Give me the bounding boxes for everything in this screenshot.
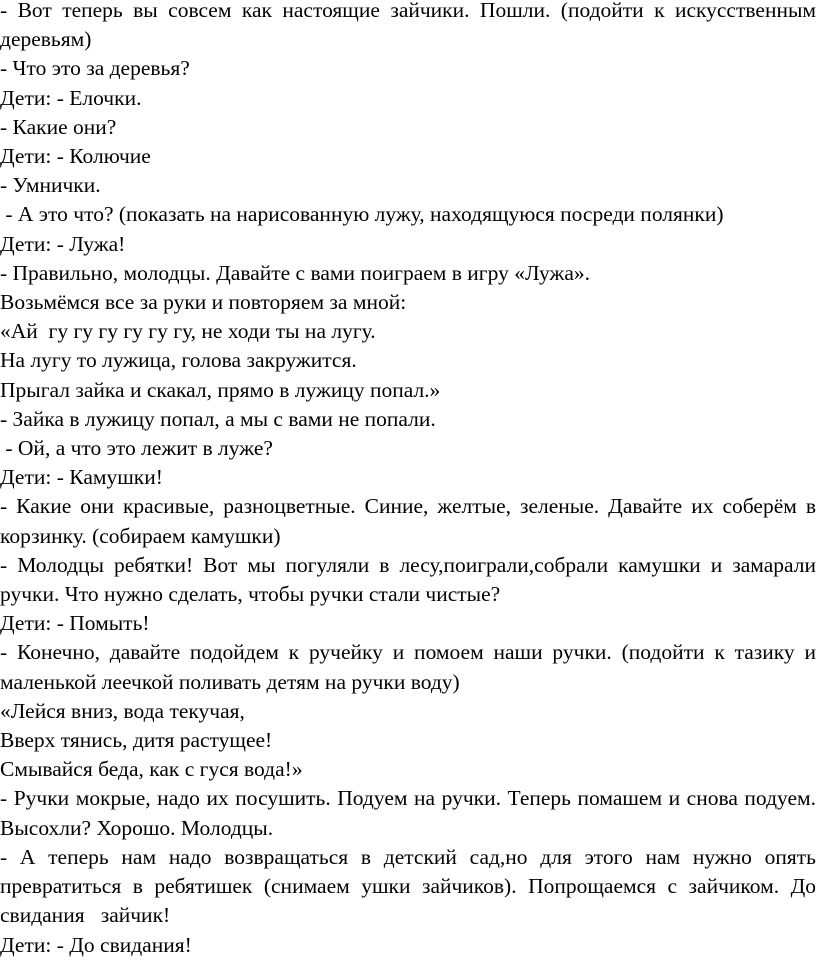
poem-line: На лугу то лужица, голова закружится.: [0, 348, 357, 373]
poem-line: «Лейся вниз, вода текучая,: [0, 698, 245, 723]
paragraph: Дети: - Елочки.: [0, 85, 142, 110]
paragraph: - Умнички.: [0, 173, 101, 198]
poem-line: Прыгал зайка и скакал, прямо в лужицу попал.»: [0, 377, 441, 402]
poem-line: Смывайся беда, как с гуся вода!»: [0, 757, 303, 782]
paragraph: - Ручки мокрые, надо их посушить. Подуем на ручки. Теперь помашем и снова подуем. Высохли? Хорошо. Молодцы.: [0, 786, 816, 840]
paragraph: - Зайка в лужицу попал, а мы с вами не попали.: [0, 406, 436, 431]
paragraph: - Что это за деревья?: [0, 56, 190, 81]
paragraph: - А это что? (показать на нарисованную лужу, находящуюся посреди полянки): [0, 202, 724, 227]
paragraph: - А теперь нам надо возвращаться в детский сад,но для этого нам нужно опять превратиться в ребятишек (снимаем ушки зайчиков). Попрощаемся с зайчиком. До свидания зайчик!: [0, 844, 816, 928]
paragraph: - Молодцы ребятки! Вот мы погуляли в лесу,поиграли,собрали камушки и замарали ручки. Что нужно сделать, чтобы ручки стали чистые?: [0, 552, 816, 607]
paragraph: - Какие они?: [0, 114, 117, 139]
paragraph: Дети: - До свидания!: [0, 932, 192, 957]
paragraph: - Какие они красивые, разноцветные. Синие, желтые, зеленые. Давайте их соберём в корзинку. (собираем камушки): [0, 494, 816, 548]
poem-line: Вверх тянись, дитя растущее!: [0, 728, 273, 753]
paragraph: - Ой, а что это лежит в луже?: [0, 436, 273, 461]
poem-line: «Ай гу гу гу гу гу гу, не ходи ты на лугу.: [0, 319, 376, 344]
paragraph: Дети: - Помыть!: [0, 611, 150, 636]
paragraph: - Правильно, молодцы. Давайте с вами поиграем в игру «Лужа».: [0, 260, 591, 285]
paragraph: Дети: - Камушки!: [0, 465, 163, 490]
paragraph: Дети: - Колючие: [0, 144, 151, 169]
paragraph: - Вот теперь вы совсем как настоящие зайчики. Пошли. (подойти к искусственным деревьям): [0, 0, 816, 52]
paragraph: - Конечно, давайте подойдем к ручейку и помоем наши ручки. (подойти к тазику и маленькой леечкой поливать детям на ручки воду): [0, 640, 816, 694]
paragraph: Возьмёмся все за руки и повторяем за мной:: [0, 290, 407, 315]
paragraph: Дети: - Лужа!: [0, 231, 126, 256]
